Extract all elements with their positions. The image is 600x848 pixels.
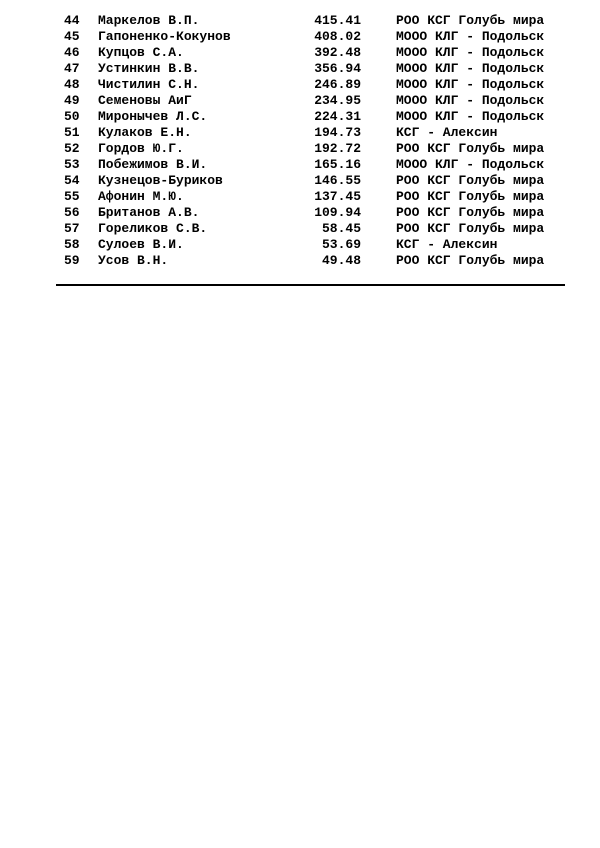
- score-cell: 53.69: [321, 237, 361, 252]
- table-row: [0, 141, 600, 157]
- table-row: [0, 93, 600, 109]
- table-row: [0, 189, 600, 205]
- rank-cell: 44: [64, 13, 80, 28]
- rank-cell: 45: [64, 29, 80, 44]
- club-cell: МООО КЛГ - Подольск: [396, 45, 545, 60]
- club-cell: РОО КСГ Голубь мира: [396, 221, 545, 236]
- score-cell: 146.55: [314, 173, 361, 188]
- rank-cell: 46: [64, 45, 80, 60]
- rank-cell: 49: [64, 93, 80, 108]
- name-cell: Усов В.Н.: [98, 253, 169, 268]
- club-cell: МООО КЛГ - Подольск: [396, 93, 545, 108]
- rank-cell: 57: [64, 221, 80, 236]
- bottom-rule: [56, 284, 565, 286]
- name-cell: Гореликов С.В.: [98, 221, 208, 236]
- name-cell: Гапоненко-Кокунов: [98, 29, 231, 44]
- club-cell: МООО КЛГ - Подольск: [396, 109, 545, 124]
- table-row: [0, 13, 600, 29]
- name-cell: Кузнецов-Буриков: [98, 173, 223, 188]
- score-cell: 58.45: [321, 221, 361, 236]
- rank-cell: 48: [64, 77, 80, 92]
- name-cell: Гордов Ю.Г.: [98, 141, 184, 156]
- rank-cell: 51: [64, 125, 80, 140]
- score-cell: 137.45: [314, 189, 361, 204]
- club-cell: КСГ - Алексин: [396, 237, 498, 252]
- score-cell: 234.95: [314, 93, 361, 108]
- name-cell: Маркелов В.П.: [98, 13, 200, 28]
- rank-cell: 54: [64, 173, 80, 188]
- club-cell: РОО КСГ Голубь мира: [396, 141, 545, 156]
- name-cell: Устинкин В.В.: [98, 61, 200, 76]
- table-row: [0, 109, 600, 125]
- table-row: [0, 77, 600, 93]
- rank-cell: 55: [64, 189, 80, 204]
- name-cell: Сулоев В.И.: [98, 237, 184, 252]
- name-cell: Кулаков Е.Н.: [98, 125, 192, 140]
- club-cell: МООО КЛГ - Подольск: [396, 77, 545, 92]
- rank-cell: 53: [64, 157, 80, 172]
- rank-cell: 59: [64, 253, 80, 268]
- score-cell: 49.48: [321, 253, 361, 268]
- score-cell: 224.31: [314, 109, 361, 124]
- club-cell: МООО КЛГ - Подольск: [396, 29, 545, 44]
- table-row: [0, 221, 600, 237]
- club-cell: КСГ - Алексин: [396, 125, 498, 140]
- score-cell: 246.89: [314, 77, 361, 92]
- score-cell: 165.16: [314, 157, 361, 172]
- club-cell: РОО КСГ Голубь мира: [396, 13, 545, 28]
- score-cell: 392.48: [314, 45, 361, 60]
- table-row: [0, 29, 600, 45]
- club-cell: МООО КЛГ - Подольск: [396, 157, 545, 172]
- rank-cell: 47: [64, 61, 80, 76]
- table-row: [0, 173, 600, 189]
- score-cell: 408.02: [314, 29, 361, 44]
- score-cell: 109.94: [314, 205, 361, 220]
- score-cell: 194.73: [314, 125, 361, 140]
- rank-cell: 50: [64, 109, 80, 124]
- score-cell: 356.94: [314, 61, 361, 76]
- table-row: [0, 253, 600, 269]
- name-cell: Семеновы АиГ: [98, 93, 192, 108]
- club-cell: РОО КСГ Голубь мира: [396, 173, 545, 188]
- table-row: [0, 237, 600, 253]
- table-row: [0, 157, 600, 173]
- results-table: [0, 13, 600, 269]
- name-cell: Побежимов В.И.: [98, 157, 208, 172]
- name-cell: Купцов С.А.: [98, 45, 184, 60]
- club-cell: РОО КСГ Голубь мира: [396, 253, 545, 268]
- table-row: [0, 61, 600, 77]
- rank-cell: 52: [64, 141, 80, 156]
- score-cell: 415.41: [314, 13, 361, 28]
- name-cell: Чистилин С.Н.: [98, 77, 200, 92]
- name-cell: Миронычев Л.С.: [98, 109, 208, 124]
- rank-cell: 58: [64, 237, 80, 252]
- name-cell: Афонин М.Ю.: [98, 189, 184, 204]
- club-cell: РОО КСГ Голубь мира: [396, 189, 545, 204]
- club-cell: МООО КЛГ - Подольск: [396, 61, 545, 76]
- table-row: [0, 125, 600, 141]
- table-row: [0, 205, 600, 221]
- name-cell: Британов А.В.: [98, 205, 200, 220]
- club-cell: РОО КСГ Голубь мира: [396, 205, 545, 220]
- table-row: [0, 45, 600, 61]
- rank-cell: 56: [64, 205, 80, 220]
- score-cell: 192.72: [314, 141, 361, 156]
